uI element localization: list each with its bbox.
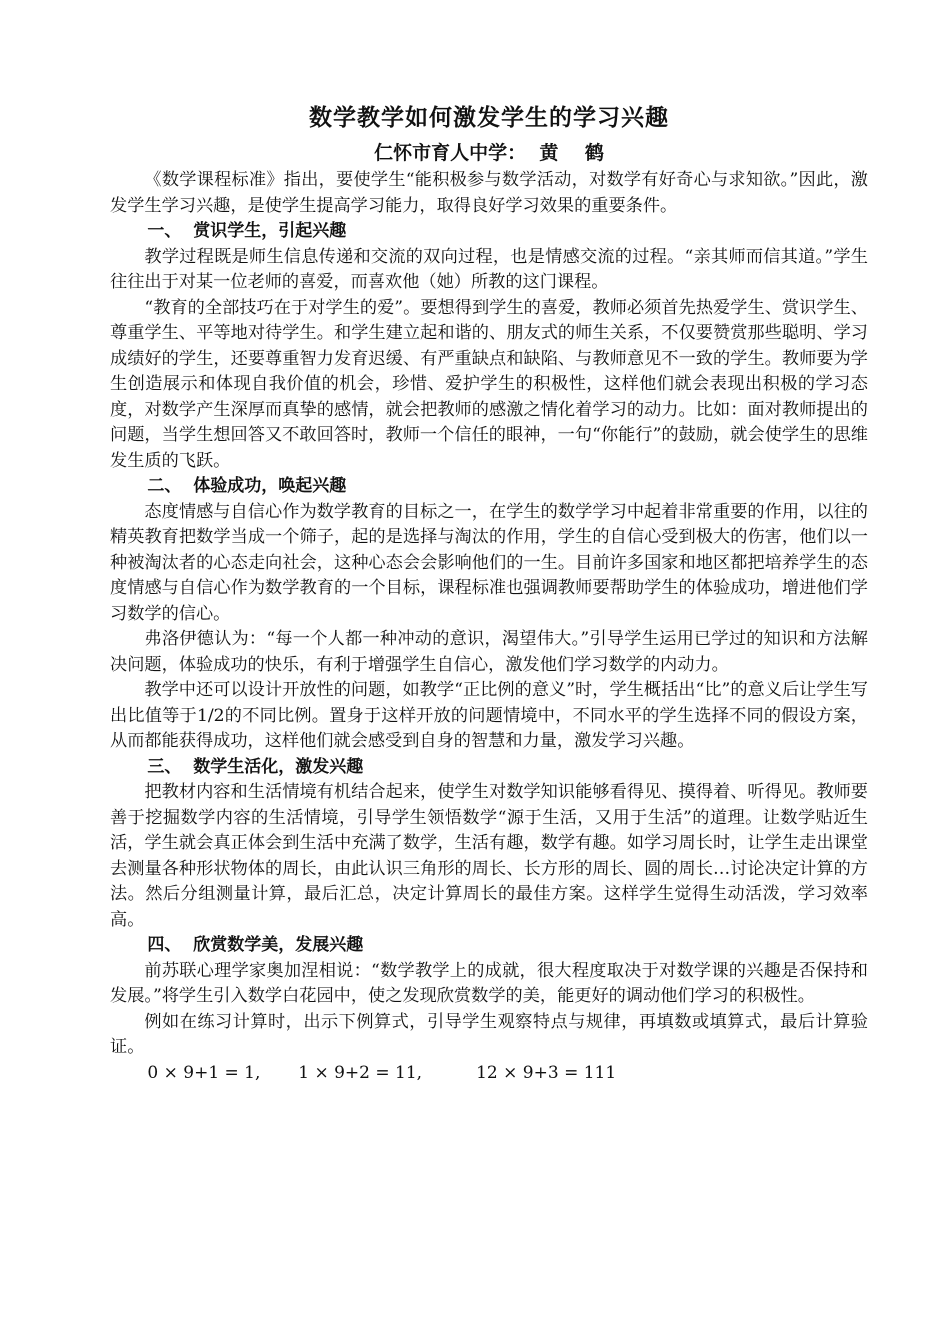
section-2-paragraph-2: 弗洛伊德认为：“每一个人都一种冲动的意识，渴望伟大。”引导学生运用已学过的知识和方法解决问题，体验成功的快乐，有利于增强学生自信心，激发他们学习数学的内动力。 <box>110 629 868 675</box>
section-3-paragraph-1: 把教材内容和生活情境有机结合起来，使学生对数学知识能够看得见、摸得着、听得见。教师要善于挖掘数学内容的生活情境，引导学生领悟数学“源于生活，又用于生活”的道理。让数学贴近生活，学生就会真正体会到生活中充满了数学，生活有趣，数学有趣。如学习周长时，让学生走出课堂去测量各种形状物体的周长，由此认识三角形的周长、长方形的周长、圆的周长…讨论决定计算的方法。然后分组测量计算，最后汇总，决定计算周长的最佳方案。这样学生觉得生动活泼，学习效率高。 <box>110 782 868 930</box>
document-author: 仁怀市育人中学： 黄 鹤 <box>374 142 604 164</box>
section-2-paragraph-3: 教学中还可以设计开放性的问题，如教学“正比例的意义”时，学生概括出“比”的意义后让学生写出比值等于1/2的不同比例。置身于这样开放的问题情境中，不同水平的学生选择不同的假设方案，从而都能获得成功，这样他们就会感受到自身的智慧和力量，激发学习兴趣。 <box>110 680 868 751</box>
section-heading-1: 一、 赏识学生，引起兴趣 <box>147 221 347 241</box>
section-heading-3: 三、 数学生活化，激发兴趣 <box>147 756 364 777</box>
section-2-paragraph-1: 态度情感与自信心作为数学教育的目标之一，在学生的数学学习中起着非常重要的作用，以往的精英教育把数学当成一个筛子，起的是选择与淘汰的作用，学生的自信心受到极大的伤害，他们以一种被淘汰者的心态走向社会，这种心态会会影响他们的一生。目前许多国家和地区都把培养学生的态度情感与自信心作为数学教育的一个目标，课程标准也强调教师要帮助学生的体验成功，增进他们学习数学的信心。 <box>110 501 868 624</box>
section-4-paragraph-2: 例如在练习计算时，出示下例算式，引导学生观察特点与规律，再填数或填算式，最后计算验证。 <box>110 1011 868 1057</box>
document-title: 数学教学如何激发学生的学习兴趣 <box>309 105 669 131</box>
section-heading-4: 四、 欣赏数学美，发展兴趣 <box>147 935 364 955</box>
document-page <box>110 96 868 1086</box>
intro-paragraph: 《数学课程标准》指出，要使学生“能积极参与数学活动，对数学有好奇心与求知欲。”因此，激发学生学习兴趣，是使学生提高学习能力，取得良好学习效果的重要条件。 <box>110 170 868 216</box>
math-formula-line: 0 × 9+1 = 1, 1 × 9+2 = 11, 12 × 9+3 = 111 <box>147 1062 617 1083</box>
section-1-paragraph-1: 教学过程既是师生信息传递和交流的双向过程，也是情感交流的过程。“亲其师而信其道。”学生往往出于对某一位老师的喜爱，而喜欢他（她）所教的这门课程。 <box>110 246 868 292</box>
section-4-paragraph-1: 前苏联心理学家奥加涅相说：“数学教学上的成就，很大程度取决于对数学课的兴趣是否保持和发展。”将学生引入数学白花园中，使之发现欣赏数学的美，能更好的调动他们学习的积极性。 <box>110 960 868 1006</box>
section-1-paragraph-2: “教育的全部技巧在于对学生的爱”。要想得到学生的喜爱，教师必须首先热爱学生、赏识学生、尊重学生、平等地对待学生。和学生建立起和谐的、朋友式的师生关系，不仅要赞赏那些聪明、学习成绩好的学生，还要尊重智力发育迟缓、有严重缺点和缺陷、与教师意见不一致的学生。教师要为学生创造展示和体现自我价值的机会，珍惜、爱护学生的积极性，这样他们就会表现出积极的学习态度，对数学产生深厚而真挚的感情，就会把教师的感激之情化着学习的动力。比如：面对教师提出的问题，当学生想回答又不敢回答时，教师一个信任的眼神，一句“你能行”的鼓励，就会使学生的思维发生质的飞跃。 <box>110 297 868 471</box>
section-heading-2: 二、 体验成功，唤起兴趣 <box>147 476 347 496</box>
